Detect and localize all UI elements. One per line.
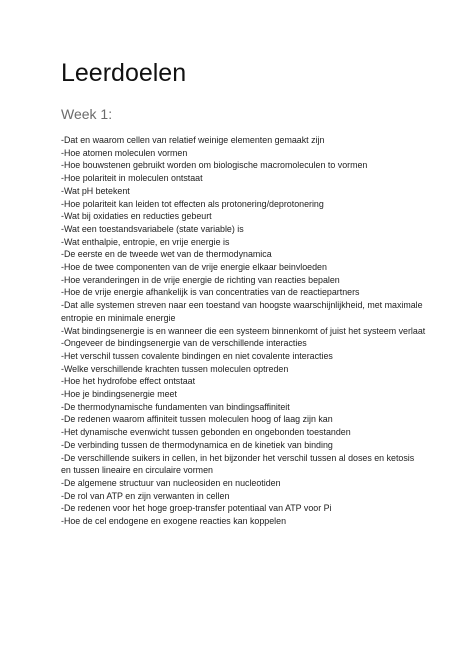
- list-item: -De verbinding tussen de thermodynamica en de kinetiek van binding: [61, 439, 333, 450]
- list-item: -Wat bindingsenergie is en wanneer die een systeem binnenkomt of juist het systeem verlaat: [61, 325, 426, 336]
- list-item: -Welke verschillende krachten tussen moleculen optreden: [61, 363, 289, 374]
- list-item: -Hoe polariteit in moleculen ontstaat: [61, 173, 203, 184]
- list-item: -Wat bij oxidaties en reducties gebeurt: [61, 211, 212, 222]
- list-item: -De thermodynamische fundamenten van bindingsaffiniteit: [61, 401, 290, 412]
- list-item: -Hoe veranderingen in de vrije energie de richting van reacties bepalen: [61, 274, 340, 285]
- list-item: entropie en minimale energie: [61, 312, 176, 323]
- week-heading: Week 1:: [61, 106, 113, 122]
- list-item: -De eerste en de tweede wet van de thermodynamica: [61, 249, 272, 260]
- list-item: -Wat een toestandsvariabele (state variable) is: [61, 223, 244, 234]
- page-title: Leerdoelen: [61, 59, 187, 87]
- list-item: -Hoe je bindingsenergie meet: [61, 389, 177, 400]
- list-item: -Hoe de cel endogene en exogene reacties kan koppelen: [61, 516, 286, 527]
- list-item: -Dat alle systemen streven naar een toestand van hoogste waarschijnlijkheid, met maximale: [61, 300, 423, 311]
- list-item: -Hoe het hydrofobe effect ontstaat: [61, 376, 196, 387]
- list-item: -Hoe polariteit kan leiden tot effecten als protonering/deprotonering: [61, 198, 324, 209]
- list-item: -Hoe de twee componenten van de vrije energie elkaar beinvloeden: [61, 262, 327, 273]
- list-item: -Wat enthalpie, entropie, en vrije energie is: [61, 236, 230, 247]
- list-item: -Hoe atomen moleculen vormen: [61, 147, 188, 158]
- list-item: -Wat pH betekent: [61, 185, 130, 196]
- list-item: -Hoe bouwstenen gebruikt worden om biologische macromoleculen to vormen: [61, 160, 368, 171]
- list-item: -De redenen waarom affiniteit tussen moleculen hoog of laag zijn kan: [61, 414, 333, 425]
- list-item: -De verschillende suikers in cellen, in het bijzonder het verschil tussen al doses en ketosis: [61, 452, 415, 463]
- list-item: -Hoe de vrije energie afhankelijk is van concentraties van de reactiepartners: [61, 287, 360, 298]
- list-item: -De redenen voor het hoge groep-transfer potentiaal van ATP voor Pi: [61, 503, 332, 514]
- list-item: -Ongeveer de bindingsenergie van de verschillende interacties: [61, 338, 307, 349]
- list-item: -De algemene structuur van nucleosiden en nucleotiden: [61, 477, 281, 488]
- list-item: en tussen lineaire en circulaire vormen: [61, 465, 213, 476]
- list-item: -Het verschil tussen covalente bindingen en niet covalente interacties: [61, 350, 333, 361]
- list-item: -De rol van ATP en zijn verwanten in cellen: [61, 490, 230, 501]
- list-item: -Het dynamische evenwicht tussen gebonden en ongebonden toestanden: [61, 427, 351, 438]
- list-item: -Dat en waarom cellen van relatief weinige elementen gemaakt zijn: [61, 135, 325, 145]
- learning-goals-list: [61, 134, 444, 528]
